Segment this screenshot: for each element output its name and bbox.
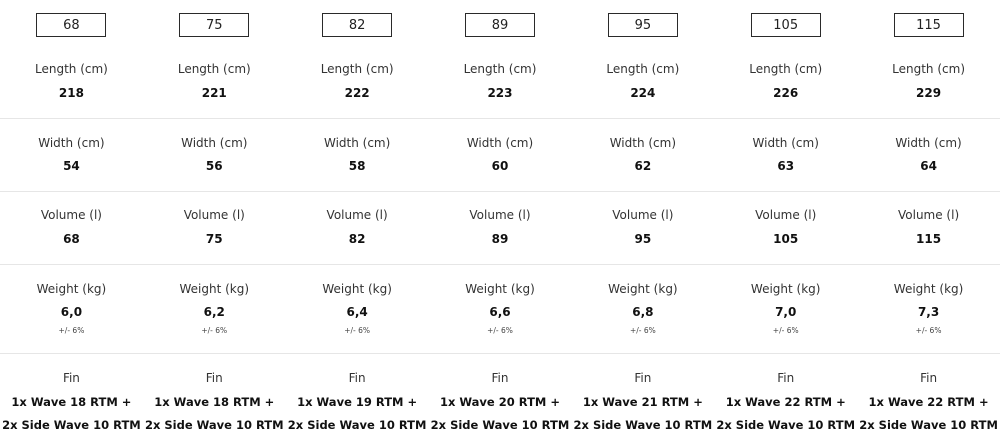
fin-value-line1: 1x Wave 22 RTM + [725, 395, 846, 409]
size-button[interactable]: 105 [751, 13, 821, 37]
volume-label: Volume (l) [897, 208, 960, 222]
weight-label: Weight (kg) [179, 282, 250, 296]
size-button[interactable]: 68 [36, 13, 106, 37]
weight-label: Weight (kg) [36, 282, 107, 296]
weight-value: 6,2 [203, 305, 225, 319]
length-label: Length (cm) [320, 62, 394, 76]
volume-value: 82 [348, 232, 366, 246]
weight-value: 7,0 [775, 305, 797, 319]
weight-tolerance: +/- 6% [487, 326, 513, 335]
length-label: Length (cm) [892, 62, 965, 76]
volume-label: Volume (l) [755, 208, 817, 222]
fin-label: Fin [777, 371, 795, 385]
fin-label: Fin [205, 371, 223, 385]
volume-value: 89 [491, 232, 509, 246]
length-value: 223 [487, 86, 513, 100]
volume-label: Volume (l) [183, 208, 245, 222]
size-column [143, 0, 286, 442]
fin-value-line1: 1x Wave 22 RTM + [868, 395, 989, 409]
volume-value: 75 [205, 232, 223, 246]
length-label: Length (cm) [606, 62, 680, 76]
weight-value: 7,3 [917, 305, 940, 319]
size-button[interactable]: 75 [179, 13, 249, 37]
width-label: Width (cm) [466, 136, 534, 150]
size-column [286, 0, 429, 442]
width-value: 54 [63, 159, 80, 173]
size-column [857, 0, 1000, 442]
weight-label: Weight (kg) [322, 282, 392, 296]
volume-value: 95 [634, 232, 652, 246]
width-value: 56 [205, 159, 223, 173]
fin-label: Fin [348, 371, 366, 385]
weight-tolerance: +/- 6% [201, 326, 228, 335]
length-value: 226 [773, 86, 799, 100]
weight-label: Weight (kg) [465, 282, 535, 296]
length-value: 222 [344, 86, 370, 100]
length-value: 229 [916, 86, 942, 100]
width-label: Width (cm) [609, 136, 677, 150]
length-value: 218 [58, 86, 84, 100]
fin-label: Fin [634, 371, 652, 385]
length-value: 224 [630, 86, 656, 100]
fin-value-line2: 2x Side Wave 10 RTM [287, 418, 427, 432]
fin-value-line1: 1x Wave 19 RTM + [297, 395, 418, 409]
fin-value-line1: 1x Wave 18 RTM + [11, 395, 132, 409]
volume-label: Volume (l) [469, 208, 531, 222]
size-button[interactable]: 115 [894, 13, 964, 37]
volume-label: Volume (l) [40, 208, 102, 222]
size-button[interactable]: 95 [608, 13, 678, 37]
width-label: Width (cm) [752, 136, 819, 150]
length-value: 221 [201, 86, 227, 100]
volume-label: Volume (l) [612, 208, 674, 222]
size-column [571, 0, 714, 442]
width-value: 58 [348, 159, 366, 173]
fin-value-line2: 2x Side Wave 10 RTM [2, 418, 141, 432]
volume-value: 115 [916, 232, 942, 246]
volume-value: 68 [63, 232, 80, 246]
fin-value-line2: 2x Side Wave 10 RTM [430, 418, 570, 432]
fin-label: Fin [920, 371, 938, 385]
weight-tolerance: +/- 6% [772, 326, 799, 335]
fin-value-line2: 2x Side Wave 10 RTM [859, 418, 998, 432]
fin-value-line2: 2x Side Wave 10 RTM [716, 418, 856, 432]
volume-label: Volume (l) [326, 208, 388, 222]
weight-label: Weight (kg) [608, 282, 678, 296]
size-button[interactable]: 82 [322, 13, 392, 37]
size-column [0, 0, 143, 442]
weight-value: 6,8 [632, 305, 654, 319]
width-value: 64 [920, 159, 937, 173]
weight-tolerance: +/- 6% [915, 326, 942, 335]
length-label: Length (cm) [177, 62, 251, 76]
size-column [429, 0, 572, 442]
volume-value: 105 [773, 232, 799, 246]
width-value: 62 [634, 159, 652, 173]
size-button[interactable]: 89 [465, 13, 535, 37]
fin-value-line1: 1x Wave 18 RTM + [154, 395, 275, 409]
length-label: Length (cm) [749, 62, 823, 76]
weight-tolerance: +/- 6% [344, 326, 371, 335]
length-label: Length (cm) [34, 62, 108, 76]
width-label: Width (cm) [323, 136, 391, 150]
size-column [714, 0, 857, 442]
weight-value: 6,6 [489, 305, 511, 319]
length-label: Length (cm) [463, 62, 537, 76]
weight-tolerance: +/- 6% [58, 326, 85, 335]
weight-tolerance: +/- 6% [629, 326, 656, 335]
weight-label: Weight (kg) [893, 282, 964, 296]
weight-value: 6,4 [346, 305, 368, 319]
fin-value-line2: 2x Side Wave 10 RTM [573, 418, 713, 432]
width-value: 63 [777, 159, 795, 173]
weight-value: 6,0 [60, 305, 83, 319]
fin-value-line1: 1x Wave 21 RTM + [582, 395, 703, 409]
fin-value-line1: 1x Wave 20 RTM + [439, 395, 560, 409]
width-label: Width (cm) [181, 136, 248, 150]
weight-label: Weight (kg) [750, 282, 821, 296]
width-label: Width (cm) [38, 136, 105, 150]
width-value: 60 [491, 159, 509, 173]
fin-value-line2: 2x Side Wave 10 RTM [144, 418, 284, 432]
fin-label: Fin [62, 371, 80, 385]
width-label: Width (cm) [895, 136, 962, 150]
fin-label: Fin [491, 371, 509, 385]
